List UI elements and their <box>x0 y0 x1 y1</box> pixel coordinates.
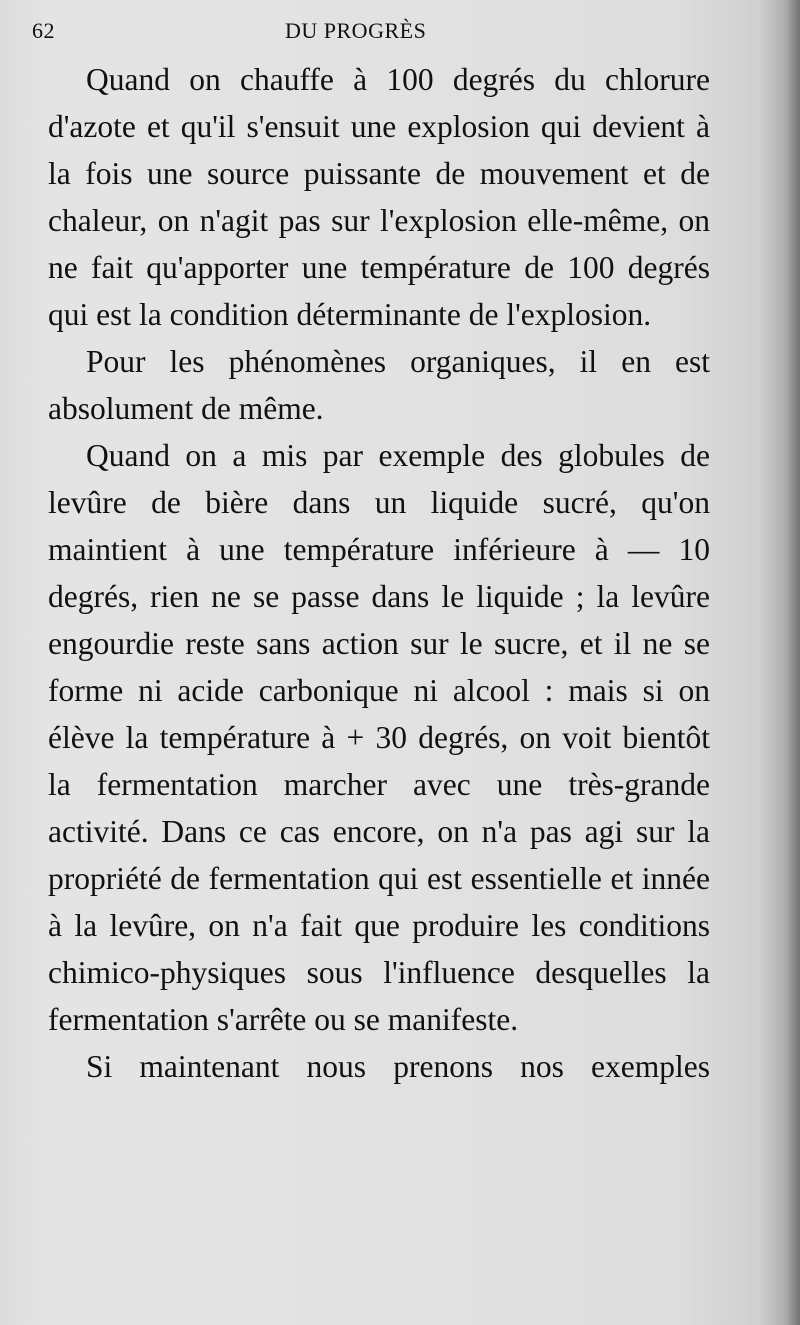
body-text <box>48 56 710 1090</box>
paragraph-exemples: Si maintenant nous prenons nos exemples <box>86 1049 710 1084</box>
paragraph-chlorure: Quand on chauffe à 100 degrés du chlorure d'azote et qu'il s'ensuit une explosion qui devient à la fois une source puissante de mouvement et de chaleur, on n'agit pas sur l'explosion elle-même, on ne fait qu'apporter une température de 100 degrés qui est la condition déterminante de l'explosion. <box>48 62 710 332</box>
paragraph-levure: Quand on a mis par exemple des globules de levûre de bière dans un liquide sucré, qu'on maintient à une température inférieure à — 10 degrés, rien ne se passe dans le liquide ; la levûre engourdie reste sans action sur le sucre, et il ne se forme ni acide carbonique ni alcool : mais si on élève la température à + 30 degrés, on voit bientôt la fermentation marcher avec une très-grande activité. Dans ce cas encore, on n'a pas agi sur la propriété de fermentation qui est essentielle et innée à la levûre, on n'a fait que produire les conditions chimico-physiques sous l'influence desquelles la fermentation s'arrête ou se manifeste. <box>48 438 710 1037</box>
running-head <box>32 14 772 48</box>
page-number: 62 <box>32 18 55 43</box>
paragraph-organiques: Pour les phénomènes organiques, il en est absolument de même. <box>48 344 710 426</box>
page-edge-shadow <box>786 0 800 1325</box>
running-title: DU PROGRÈS <box>285 18 427 43</box>
